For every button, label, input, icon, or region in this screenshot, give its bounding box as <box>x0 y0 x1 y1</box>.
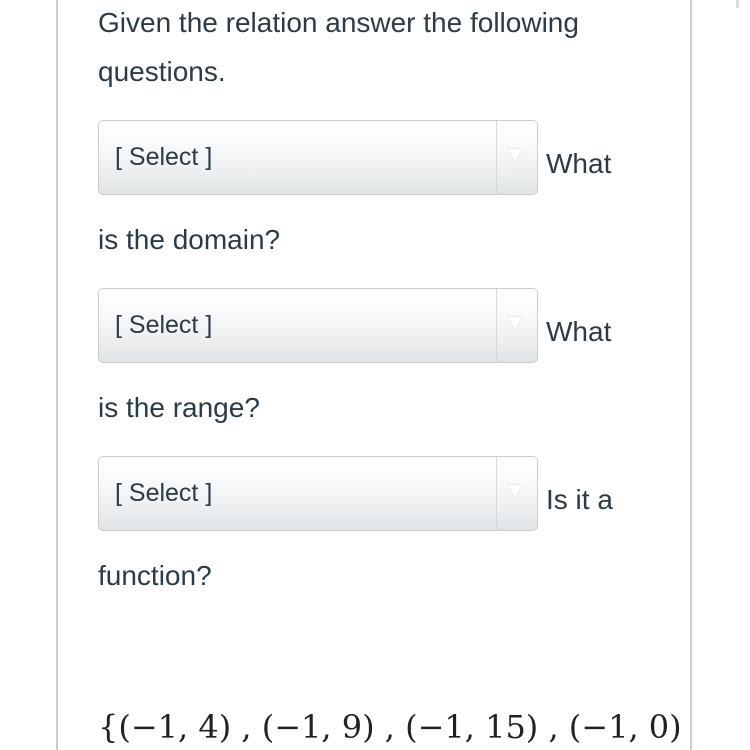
select-divider <box>496 121 497 194</box>
domain-select[interactable] <box>98 120 538 195</box>
prompt-line-2: questions. <box>98 56 226 87</box>
question-3-continuation: function? <box>98 560 212 591</box>
function-select[interactable] <box>98 456 538 531</box>
question-3-inline-text: Is it a <box>546 484 613 515</box>
function-select-value: [ Select ] <box>115 479 213 507</box>
range-select-value: [ Select ] <box>115 311 213 339</box>
question-1-inline-text: What <box>546 148 612 179</box>
scrollbar-edge <box>736 0 739 8</box>
question-panel <box>56 0 692 750</box>
domain-select-value: [ Select ] <box>115 143 213 171</box>
chevron-down-icon <box>507 317 523 329</box>
chevron-down-icon <box>507 485 523 497</box>
question-2-continuation: is the range? <box>98 392 260 423</box>
relation-set: {(−1, 4) , (−1, 9) , (−1, 15) , (−1, 0) <box>98 708 682 746</box>
range-select[interactable] <box>98 288 538 363</box>
prompt-line-1: Given the relation answer the following <box>98 7 579 38</box>
select-divider <box>496 289 497 362</box>
chevron-down-icon <box>507 149 523 161</box>
question-1-continuation: is the domain? <box>98 224 281 255</box>
question-2-inline-text: What <box>546 316 612 347</box>
select-divider <box>496 457 497 530</box>
